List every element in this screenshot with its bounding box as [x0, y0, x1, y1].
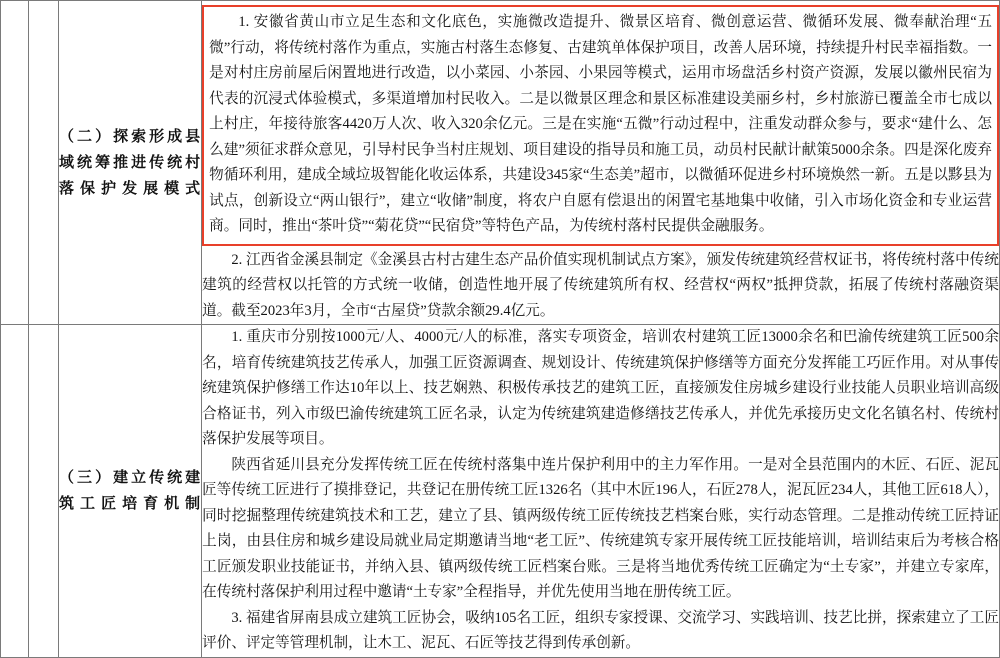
row-label-text: （三）建立传统建筑工匠培育机制: [59, 469, 202, 512]
highlighted-paragraph-box: [202, 5, 999, 246]
row-number-cell: [29, 1, 59, 325]
paragraph: 3. 福建省屏南县成立建筑工匠协会，吸纳105名工匠，组织专家授课、交流学习、实践培训、技艺比拼，探索建立了工匠评价、评定等管理机制，让木工、泥瓦、石匠等技艺得到传承创新。: [202, 609, 999, 651]
row-label-cell: [59, 325, 202, 658]
row-body-cell: [202, 325, 1000, 658]
row-label-text: （二）探索形成县域统筹推进传统村落保护发展模式: [59, 128, 202, 197]
row-body-cell: [202, 1, 1000, 325]
row-gutter-cell: [1, 1, 29, 325]
row-label-cell: [59, 1, 202, 325]
table-row: [1, 1, 1000, 325]
row-gutter-cell: [1, 325, 29, 658]
paragraph: 1. 重庆市分别按1000元/人、4000元/人的标准，落实专项资金，培训农村建筑工匠13000余名和巴渝传统建筑工匠500余名，培育传统建筑技艺传承人，加强工匠资源调查、规划设计、传统建筑保护修缮等方面充分发挥能工巧匠作用。对从事传统建筑保护修缮工作达10年以上、技艺娴熟、积极传承技艺的建筑工匠，直接颁发住房城乡建设行业技能人员职业培训高级合格证书，列入市级巴渝传统建筑工匠名录，认定为传统建筑建造修缮技艺传承人，并优先承接历史文化名镇名村、传统村落保护发展等项目。: [202, 329, 999, 447]
table-row: [1, 325, 1000, 658]
paragraph: 陕西省延川县充分发挥传统工匠在传统村落集中连片保护利用中的主力军作用。一是对全县范围内的木匠、石匠、泥瓦匠等传统工匠进行了摸排登记，共登记在册传统工匠1326名（其中木匠196人，石匠278人，泥瓦匠234人，其他工匠618人），同时挖掘整理传统建筑技术和工艺，建立了县、镇两级传统工匠传统技艺档案台账，实行动态管理。二是推动传统工匠持证上岗，由县住房和城乡建设局就业局定期邀请当地“老工匠”、传统建筑专家开展传统工匠技能培训，培训结束后为考核合格工匠颁发职业技能证书，并纳入县、镇两级传统工匠档案台账。三是将当地优秀传统工匠确定为“土专家”，并建立专家库，在传统村落保护利用过程中邀请“土专家”全程指导，并优先使用当地在册传统工匠。: [202, 456, 999, 600]
paragraph: 1. 安徽省黄山市立足生态和文化底色，实施微改造提升、微景区培育、微创意运营、微循环发展、微奉献治理“五微”行动，将传统村落作为重点，实施古村落生态修复、古建筑单体保护项目，改善人居环境，持续提升村民幸福指数。一是对村庄房前屋后闲置地进行改造，以小菜园、小茶园、小果园等模式，运用市场盘活乡村资产资源，发展以徽州民宿为代表的沉浸式体验模式，多渠道增加村民收入。二是以微景区理念和景区标准建设美丽乡村，乡村旅游已覆盖全市七成以上村庄，年接待旅客4420万人次、收入320余亿元。三是在实施“五微”行动过程中，注重发动群众参与，要求“建什么、怎么建”须征求群众意见，引导村民争当村庄规划、项目建设的指导员和施工员，动员村民献计献策5000余条。四是深化废弃物循环利用，建成全域垃圾智能化收运体系，共建设345家“生态美”超市，以微循环促进乡村环境焕然一新。五是以黟县为试点，创新设立“两山银行”，建立“收储”制度，将农户自愿有偿退出的闲置宅基地集中收储，引入市场化资金和专业运营商。同时，推出“茶叶贷”“菊花贷”“民宿贷”等特色产品，为传统村落村民提供金融服务。: [209, 14, 992, 234]
paragraph: 2. 江西省金溪县制定《金溪县古村古建生态产品价值实现机制试点方案》，颁发传统建筑经营权证书，将传统村落中传统建筑的经营权以托管的方式统一收储，创造性地开展了传统建筑所有权、经营权“两权”抵押贷款，拓展了传统村落融资渠道。截至2023年3月，全市“古屋贷”贷款余额29.4亿元。: [202, 251, 999, 319]
row-number-cell: [29, 325, 59, 658]
